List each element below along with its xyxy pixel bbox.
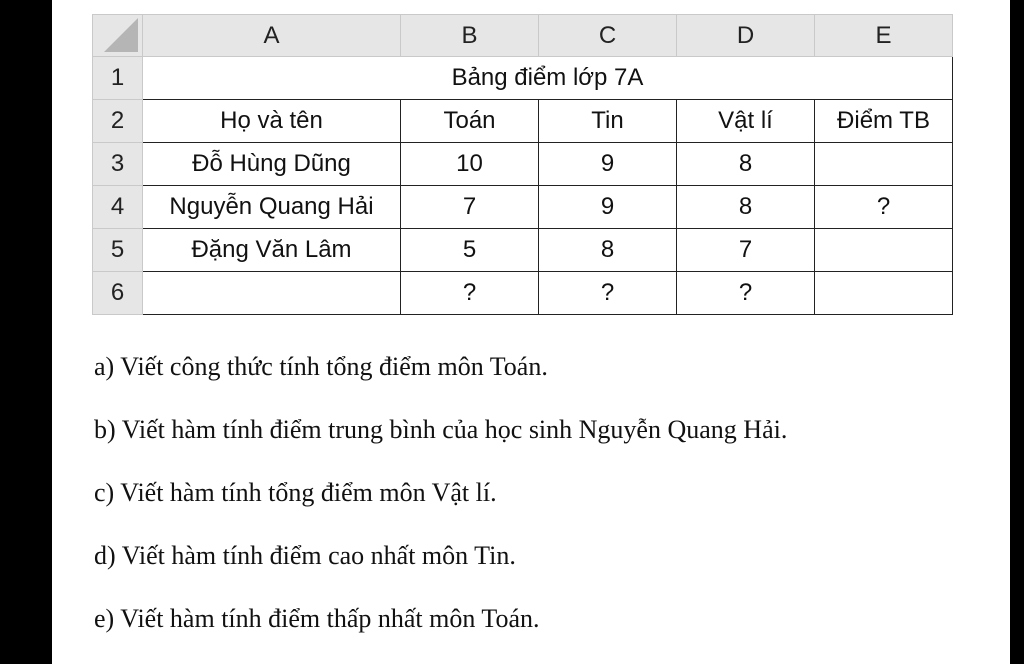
- select-all-corner[interactable]: [93, 15, 143, 57]
- table-cell[interactable]: [815, 272, 953, 315]
- table-cell[interactable]: 8: [539, 229, 677, 272]
- row-header-6[interactable]: 6: [93, 272, 143, 315]
- select-all-triangle-icon: [104, 18, 138, 52]
- table-cell[interactable]: [815, 143, 953, 186]
- table-cell[interactable]: 8: [677, 186, 815, 229]
- header-cell-name[interactable]: Họ và tên: [143, 100, 401, 143]
- row-header-2[interactable]: 2: [93, 100, 143, 143]
- column-header-row: [93, 15, 953, 57]
- column-header-a[interactable]: A: [143, 15, 401, 57]
- column-header-d[interactable]: D: [677, 15, 815, 57]
- table-row: [93, 57, 953, 100]
- table-cell[interactable]: ?: [539, 272, 677, 315]
- table-row: [93, 143, 953, 186]
- table-title-cell[interactable]: Bảng điểm lớp 7A: [143, 57, 953, 100]
- table-row: [93, 272, 953, 315]
- column-header-b[interactable]: B: [401, 15, 539, 57]
- spreadsheet-table: [92, 14, 953, 315]
- table-cell[interactable]: ?: [815, 186, 953, 229]
- table-cell[interactable]: 7: [401, 186, 539, 229]
- table-cell[interactable]: [143, 272, 401, 315]
- row-header-3[interactable]: 3: [93, 143, 143, 186]
- table-cell[interactable]: [815, 229, 953, 272]
- question-list: [94, 348, 787, 663]
- table-cell[interactable]: 5: [401, 229, 539, 272]
- question-b: b) Viết hàm tính điểm trung bình của học sinh Nguyễn Quang Hải.: [94, 415, 788, 444]
- column-header-c[interactable]: C: [539, 15, 677, 57]
- header-cell-physics[interactable]: Vật lí: [677, 100, 815, 143]
- table-cell[interactable]: 7: [677, 229, 815, 272]
- table-cell[interactable]: Nguyễn Quang Hải: [143, 186, 401, 229]
- question-a: a) Viết công thức tính tổng điểm môn Toán.: [94, 352, 548, 381]
- table-cell[interactable]: Đặng Văn Lâm: [143, 229, 401, 272]
- question-c: c) Viết hàm tính tổng điểm môn Vật lí.: [94, 478, 497, 507]
- table-cell[interactable]: 8: [677, 143, 815, 186]
- table-cell[interactable]: Đỗ Hùng Dũng: [143, 143, 401, 186]
- row-header-1[interactable]: 1: [93, 57, 143, 100]
- question-e: e) Viết hàm tính điểm thấp nhất môn Toán.: [94, 604, 540, 633]
- row-header-5[interactable]: 5: [93, 229, 143, 272]
- table-cell[interactable]: ?: [677, 272, 815, 315]
- header-cell-average[interactable]: Điểm TB: [815, 100, 953, 143]
- table-row: [93, 229, 953, 272]
- table-cell[interactable]: 10: [401, 143, 539, 186]
- header-cell-math[interactable]: Toán: [401, 100, 539, 143]
- table-row: [93, 186, 953, 229]
- column-header-e[interactable]: E: [815, 15, 953, 57]
- table-cell[interactable]: 9: [539, 143, 677, 186]
- table-row: [93, 100, 953, 143]
- table-cell[interactable]: 9: [539, 186, 677, 229]
- table-cell[interactable]: ?: [401, 272, 539, 315]
- question-d: d) Viết hàm tính điểm cao nhất môn Tin.: [94, 541, 516, 570]
- header-cell-it[interactable]: Tin: [539, 100, 677, 143]
- row-header-4[interactable]: 4: [93, 186, 143, 229]
